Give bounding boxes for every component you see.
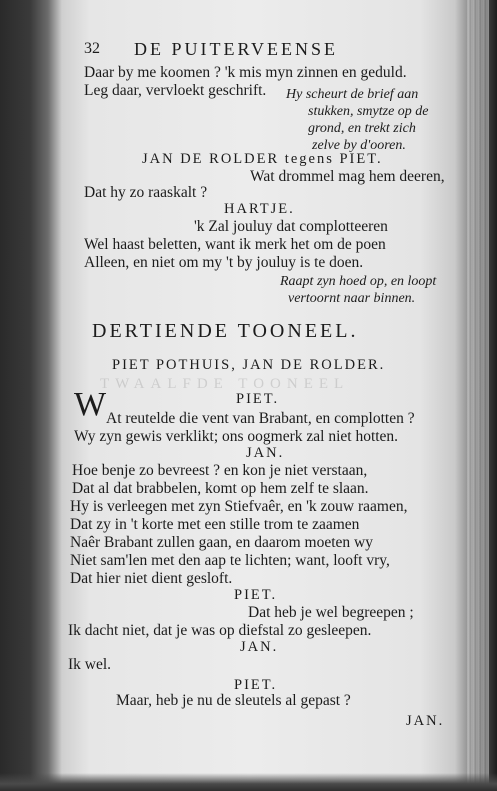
speaker-heading: PIET.: [234, 587, 278, 603]
verse-line: Dat zy in 't korte met een stille trom te zaamen: [70, 516, 360, 533]
running-head: DE PUITERVEENSE: [134, 39, 339, 59]
show-through-text: TWAALFDE TOONEEL: [100, 376, 350, 392]
verse-line: Ik wel.: [68, 656, 112, 673]
scan-bottom-shadow: [0, 773, 497, 791]
stage-direction: Raapt zyn hoed op, en loopt: [280, 274, 437, 289]
stage-direction: grond, en trekt zich: [308, 121, 416, 136]
stage-direction: zelve by d'ooren.: [312, 138, 406, 153]
speaker-heading: JAN.: [240, 639, 279, 655]
verse-line: Daar by me koomen ? 'k mis myn zinnen en geduld.: [84, 64, 407, 81]
verse-line: 'k Zal jouluy dat complotteeren: [194, 218, 388, 235]
speaker-heading: JAN DE ROLDER tegens PIET.: [142, 151, 383, 167]
verse-line: Ik dacht niet, dat je was op diefstal zo gesleepen.: [68, 622, 372, 639]
stage-direction: stukken, smytze op de: [308, 104, 429, 119]
stage-direction: Hy scheurt de brief aan: [286, 87, 419, 102]
verse-line: Leg daar, vervloekt geschrift.: [84, 82, 267, 99]
verse-line: Dat hier niet dient gesloft.: [70, 570, 233, 587]
verse-line: Naêr Brabant zullen gaan, en daarom moeten wy: [70, 534, 373, 551]
verse-line: Wy zyn gewis verklikt; ons oogmerk zal niet hotten.: [74, 428, 399, 445]
catchword: JAN.: [406, 713, 445, 729]
speaker-heading: HARTJE.: [224, 201, 295, 217]
speaker-heading: JAN.: [246, 445, 285, 461]
verse-line: Dat al dat brabbelen, komt op hem zelf te slaan.: [72, 480, 369, 497]
speaker-heading: PIET.: [234, 677, 278, 693]
verse-line: Dat heb je wel begreepen ;: [248, 604, 414, 621]
verse-line: Niet sam'len met den aap te lichten; want, looft vry,: [70, 552, 390, 569]
verse-line: Dat hy zo raaskalt ?: [84, 184, 208, 201]
drop-capital: W: [74, 386, 107, 423]
verse-line: At reutelde die vent van Brabant, en complotten ?: [106, 410, 415, 427]
verse-line: Wat drommel mag hem deeren,: [250, 168, 445, 185]
scene-title: DERTIENDE TOONEEL.: [92, 320, 359, 342]
verse-line: Alleen, en niet om my 't by jouluy is te doen.: [84, 254, 364, 271]
verse-line: Hoe benje zo bevreest ? en kon je niet verstaan,: [72, 462, 368, 479]
verse-line: Wel haast beletten, want ik merk het om de poen: [84, 236, 386, 253]
stage-direction: vertoornt naar binnen.: [288, 291, 416, 306]
verse-line: Hy is verleegen met zyn Stiefvaêr, en 'k zouw raamen,: [70, 498, 408, 515]
dramatis-personae: PIET POTHUIS, JAN DE ROLDER.: [112, 357, 386, 373]
verse-line: Maar, heb je nu de sleutels al gepast ?: [116, 692, 351, 709]
speaker-heading: PIET.: [236, 391, 280, 407]
page-number: 32: [84, 40, 100, 57]
